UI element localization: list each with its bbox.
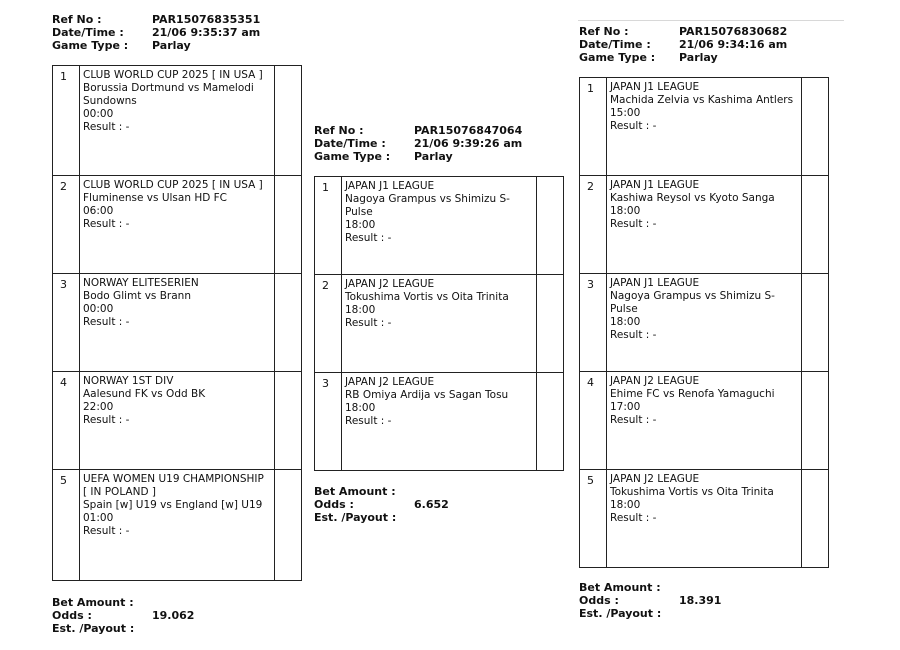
leg-number: 2 bbox=[60, 180, 67, 193]
leg-detail-cell bbox=[80, 372, 275, 470]
ref-no-value: PAR15076847064 bbox=[414, 124, 523, 137]
bet-amount-label: Bet Amount : bbox=[579, 581, 661, 594]
table-row bbox=[580, 372, 829, 470]
est-payout-label: Est. /Payout : bbox=[52, 622, 135, 635]
kickoff-time: 17:00 bbox=[610, 401, 641, 413]
est-payout-label: Est. /Payout : bbox=[579, 607, 662, 620]
check-cell bbox=[275, 176, 302, 274]
bet-slip-1 bbox=[52, 13, 302, 635]
league-name: JAPAN J1 LEAGUE bbox=[610, 81, 700, 93]
est-payout-label: Est. /Payout : bbox=[314, 511, 397, 524]
legs-table bbox=[579, 77, 829, 568]
check-cell bbox=[537, 177, 564, 275]
bet-amount-label: Bet Amount : bbox=[52, 596, 134, 609]
table-row bbox=[53, 176, 302, 274]
leg-detail-cell bbox=[342, 275, 537, 373]
result-text: Result : - bbox=[345, 317, 392, 329]
kickoff-time: 06:00 bbox=[83, 205, 114, 217]
est-payout-row bbox=[579, 607, 829, 620]
result-text: Result : - bbox=[83, 121, 130, 133]
leg-detail-cell bbox=[607, 274, 802, 372]
league-name: JAPAN J1 LEAGUE bbox=[610, 277, 700, 289]
odds-label: Odds : bbox=[579, 594, 619, 607]
bet-slip-3 bbox=[579, 25, 829, 620]
kickoff-time: 01:00 bbox=[83, 512, 114, 524]
leg-number: 3 bbox=[322, 377, 329, 390]
leg-number-cell bbox=[53, 470, 80, 581]
result-text: Result : - bbox=[610, 120, 657, 132]
leg-detail-cell bbox=[607, 78, 802, 176]
leg-detail-cell bbox=[80, 66, 275, 176]
leg-number-cell bbox=[580, 176, 607, 274]
kickoff-time: 18:00 bbox=[610, 316, 641, 328]
leg-number-cell bbox=[315, 177, 342, 275]
leg-number: 4 bbox=[587, 376, 594, 389]
ref-no-label: Ref No : bbox=[314, 124, 364, 137]
odds-row bbox=[579, 594, 829, 607]
result-text: Result : - bbox=[345, 415, 392, 427]
date-time-label: Date/Time : bbox=[314, 137, 386, 150]
bet-amount-row bbox=[579, 581, 829, 594]
check-cell bbox=[802, 176, 829, 274]
table-row bbox=[53, 372, 302, 470]
odds-row bbox=[52, 609, 302, 622]
kickoff-time: 22:00 bbox=[83, 401, 114, 413]
leg-number: 2 bbox=[587, 180, 594, 193]
ref-no-value: PAR15076835351 bbox=[152, 13, 261, 26]
odds-label: Odds : bbox=[52, 609, 92, 622]
leg-number-cell bbox=[580, 470, 607, 568]
slip-footer bbox=[52, 596, 302, 635]
leg-number: 2 bbox=[322, 279, 329, 292]
match-name: Spain [w] U19 vs England [w] U19 bbox=[83, 499, 263, 511]
league-name: JAPAN J2 LEAGUE bbox=[345, 376, 435, 388]
game-type-label: Game Type : bbox=[579, 51, 656, 64]
leg-number-cell bbox=[580, 372, 607, 470]
match-name: Borussia Dortmund vs Mamelodi Sundowns bbox=[83, 82, 254, 107]
match-name: Tokushima Vortis vs Oita Trinita bbox=[345, 291, 509, 303]
kickoff-time: 18:00 bbox=[345, 402, 376, 414]
result-text: Result : - bbox=[83, 525, 130, 537]
slip-header bbox=[52, 13, 302, 53]
match-name: Machida Zelvia vs Kashima Antlers bbox=[610, 94, 794, 106]
leg-number-cell bbox=[53, 274, 80, 372]
bet-amount-row bbox=[314, 485, 564, 498]
kickoff-time: 18:00 bbox=[345, 219, 376, 231]
league-name: JAPAN J1 LEAGUE bbox=[610, 179, 700, 191]
odds-value: 6.652 bbox=[414, 498, 449, 511]
check-cell bbox=[802, 78, 829, 176]
league-name: UEFA WOMEN U19 CHAMPIONSHIP [ IN POLAND ] bbox=[83, 473, 264, 498]
date-time-value: 21/06 9:34:16 am bbox=[679, 38, 788, 51]
result-text: Result : - bbox=[83, 316, 130, 328]
leg-detail-cell bbox=[607, 176, 802, 274]
check-cell bbox=[537, 373, 564, 471]
leg-number: 5 bbox=[587, 474, 594, 487]
legs-table bbox=[52, 65, 302, 581]
game-type-label: Game Type : bbox=[314, 150, 391, 163]
check-cell bbox=[802, 372, 829, 470]
league-name: JAPAN J2 LEAGUE bbox=[610, 375, 700, 387]
odds-value: 19.062 bbox=[152, 609, 195, 622]
result-text: Result : - bbox=[83, 218, 130, 230]
league-name: NORWAY ELITESERIEN bbox=[83, 277, 199, 289]
slip-header bbox=[314, 124, 564, 164]
match-name: Fluminense vs Ulsan HD FC bbox=[83, 192, 228, 204]
leg-detail-cell bbox=[80, 470, 275, 581]
match-name: Nagoya Grampus vs Shimizu S-Pulse bbox=[610, 290, 775, 315]
kickoff-time: 18:00 bbox=[610, 205, 641, 217]
table-row bbox=[53, 470, 302, 581]
leg-number-cell bbox=[580, 274, 607, 372]
slip-footer bbox=[579, 581, 829, 620]
leg-detail-cell bbox=[80, 274, 275, 372]
odds-row bbox=[314, 498, 564, 511]
leg-detail-cell bbox=[342, 177, 537, 275]
result-text: Result : - bbox=[610, 512, 657, 524]
leg-number: 3 bbox=[587, 278, 594, 291]
table-row bbox=[315, 275, 564, 373]
leg-number-cell bbox=[53, 176, 80, 274]
date-time-label: Date/Time : bbox=[52, 26, 124, 39]
bet-slip-2 bbox=[314, 124, 564, 524]
check-cell bbox=[275, 372, 302, 470]
kickoff-time: 18:00 bbox=[345, 304, 376, 316]
table-row bbox=[53, 274, 302, 372]
table-row bbox=[580, 274, 829, 372]
game-type-value: Parlay bbox=[414, 150, 453, 163]
kickoff-time: 00:00 bbox=[83, 108, 114, 120]
league-name: CLUB WORLD CUP 2025 [ IN USA ] bbox=[83, 69, 263, 81]
match-name: Aalesund FK vs Odd BK bbox=[83, 388, 206, 400]
slip-footer bbox=[314, 485, 564, 524]
result-text: Result : - bbox=[83, 414, 130, 426]
leg-number: 5 bbox=[60, 474, 67, 487]
match-name: Nagoya Grampus vs Shimizu S-Pulse bbox=[345, 193, 510, 218]
check-cell bbox=[802, 274, 829, 372]
league-name: JAPAN J2 LEAGUE bbox=[610, 473, 700, 485]
check-cell bbox=[275, 66, 302, 176]
odds-label: Odds : bbox=[314, 498, 354, 511]
est-payout-row bbox=[314, 511, 564, 524]
leg-number-cell bbox=[53, 372, 80, 470]
league-name: CLUB WORLD CUP 2025 [ IN USA ] bbox=[83, 179, 263, 191]
result-text: Result : - bbox=[610, 218, 657, 230]
match-name: Kashiwa Reysol vs Kyoto Sanga bbox=[610, 192, 775, 204]
table-row bbox=[315, 373, 564, 471]
bet-amount-label: Bet Amount : bbox=[314, 485, 396, 498]
leg-number-cell bbox=[53, 66, 80, 176]
leg-number: 1 bbox=[60, 70, 67, 83]
check-cell bbox=[537, 275, 564, 373]
match-name: Tokushima Vortis vs Oita Trinita bbox=[610, 486, 774, 498]
divider-line bbox=[578, 20, 844, 21]
date-time-value: 21/06 9:39:26 am bbox=[414, 137, 523, 150]
table-row bbox=[580, 78, 829, 176]
date-time-label: Date/Time : bbox=[579, 38, 651, 51]
match-name: RB Omiya Ardija vs Sagan Tosu bbox=[345, 389, 509, 401]
leg-detail-cell bbox=[607, 372, 802, 470]
game-type-value: Parlay bbox=[679, 51, 718, 64]
table-row bbox=[315, 177, 564, 275]
game-type-value: Parlay bbox=[152, 39, 191, 52]
league-name: NORWAY 1ST DIV bbox=[83, 375, 174, 387]
leg-number: 1 bbox=[322, 181, 329, 194]
match-name: Bodo Glimt vs Brann bbox=[83, 290, 191, 302]
leg-number-cell bbox=[315, 275, 342, 373]
kickoff-time: 18:00 bbox=[610, 499, 641, 511]
result-text: Result : - bbox=[345, 232, 392, 244]
leg-detail-cell bbox=[607, 470, 802, 568]
check-cell bbox=[802, 470, 829, 568]
leg-number: 4 bbox=[60, 376, 67, 389]
odds-value: 18.391 bbox=[679, 594, 722, 607]
legs-table bbox=[314, 176, 564, 471]
match-name: Ehime FC vs Renofa Yamaguchi bbox=[610, 388, 775, 400]
ref-no-value: PAR15076830682 bbox=[679, 25, 788, 38]
table-row bbox=[580, 176, 829, 274]
leg-number: 3 bbox=[60, 278, 67, 291]
check-cell bbox=[275, 274, 302, 372]
kickoff-time: 15:00 bbox=[610, 107, 641, 119]
leg-detail-cell bbox=[80, 176, 275, 274]
ref-no-label: Ref No : bbox=[579, 25, 629, 38]
est-payout-row bbox=[52, 622, 302, 635]
league-name: JAPAN J1 LEAGUE bbox=[345, 180, 435, 192]
table-row bbox=[53, 66, 302, 176]
check-cell bbox=[275, 470, 302, 581]
table-row bbox=[580, 470, 829, 568]
leg-number: 1 bbox=[587, 82, 594, 95]
kickoff-time: 00:00 bbox=[83, 303, 114, 315]
game-type-label: Game Type : bbox=[52, 39, 129, 52]
ref-no-label: Ref No : bbox=[52, 13, 102, 26]
league-name: JAPAN J2 LEAGUE bbox=[345, 278, 435, 290]
bet-amount-row bbox=[52, 596, 302, 609]
date-time-value: 21/06 9:35:37 am bbox=[152, 26, 261, 39]
result-text: Result : - bbox=[610, 329, 657, 341]
leg-number-cell bbox=[315, 373, 342, 471]
slip-header bbox=[579, 25, 829, 65]
result-text: Result : - bbox=[610, 414, 657, 426]
leg-detail-cell bbox=[342, 373, 537, 471]
leg-number-cell bbox=[580, 78, 607, 176]
